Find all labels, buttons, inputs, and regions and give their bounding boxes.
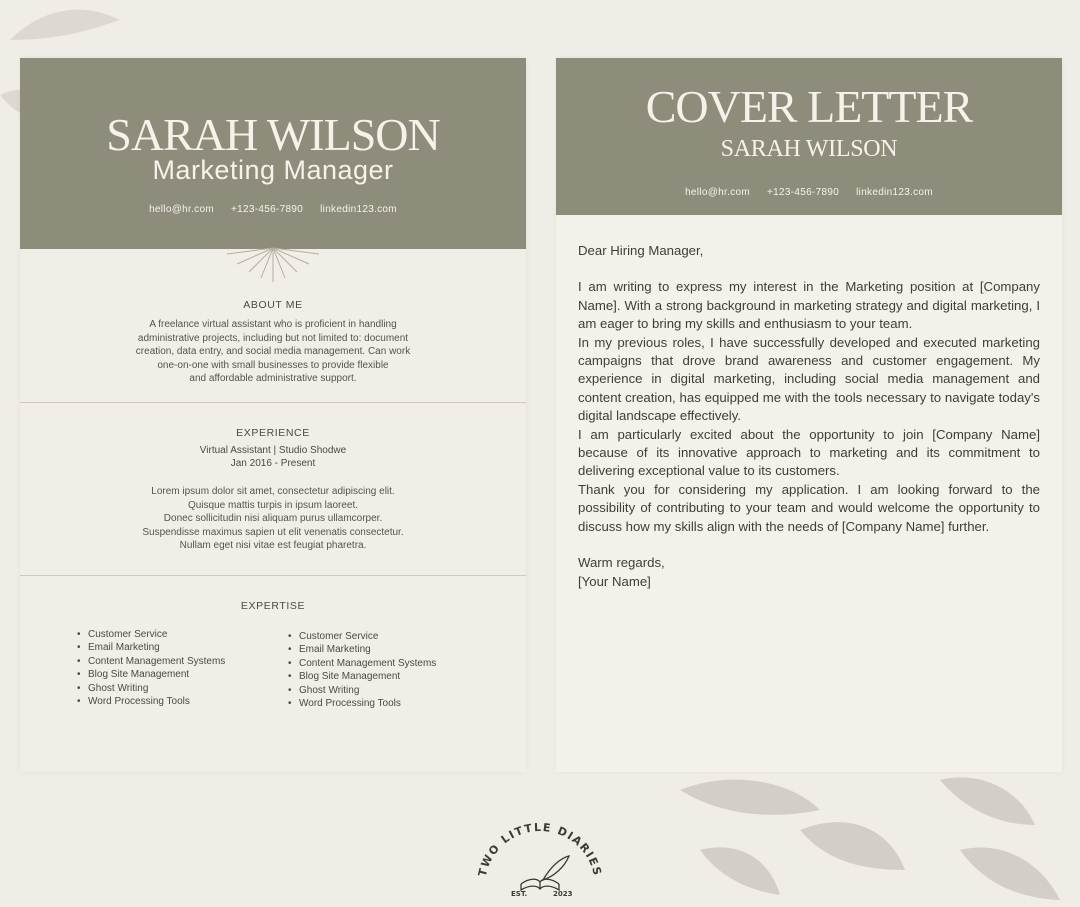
section-divider bbox=[20, 575, 526, 576]
open-book-quill-icon bbox=[471, 822, 609, 902]
experience-line: Nullam eget nisi vitae est feugiat pharetra. bbox=[179, 540, 367, 551]
experience-text bbox=[80, 485, 466, 553]
resume-name: SARAH WILSON bbox=[106, 109, 440, 160]
list-item: • Customer Service bbox=[88, 628, 225, 641]
experience-title: EXPERIENCE bbox=[236, 427, 310, 439]
experience-position: Virtual Assistant | Studio Shodwe bbox=[199, 445, 347, 456]
expertise-list-right bbox=[287, 630, 436, 710]
expertise-title: EXPERTISE bbox=[240, 600, 306, 612]
cover-contacts bbox=[556, 187, 1062, 198]
list-item: • Ghost Writing bbox=[88, 682, 225, 695]
svg-text:TWO LITTLE DIARIES bbox=[476, 822, 604, 878]
cover-linkedin: linkedin123.com bbox=[856, 187, 933, 198]
cover-header bbox=[556, 58, 1062, 215]
letter-paragraph: Thank you for considering my application. I am looking forward to the possibility of contributing to your team and would welcome the opportunity to discuss how my skills align with the needs of [Company Name] further. bbox=[578, 481, 1040, 534]
list-item: • Word Processing Tools bbox=[88, 695, 225, 708]
leaf-shadow-bottom-right bbox=[640, 770, 1080, 905]
experience-dates: Jan 2016 - Present bbox=[230, 458, 316, 469]
experience-line: Quisque mattis turpis in ipsum laoreet. bbox=[187, 499, 359, 511]
resume-linkedin: linkedin123.com bbox=[320, 204, 397, 215]
resume-contacts bbox=[20, 204, 526, 215]
cover-phone: +123-456-7890 bbox=[767, 187, 840, 198]
cover-title: COVER LETTER bbox=[645, 81, 973, 132]
cover-email: hello@hr.com bbox=[685, 187, 750, 198]
salutation: Dear Hiring Manager, bbox=[578, 243, 704, 258]
list-item: • Blog Site Management bbox=[299, 670, 436, 683]
letter-paragraph: I am writing to express my interest in the Marketing position at [Company Name]. With a strong background in marketing strategy and digital marketing, I am eager to bring my skills and enthusiasm to your team. bbox=[578, 279, 1040, 332]
cover-letter-page bbox=[556, 58, 1062, 772]
letter-body bbox=[578, 242, 1040, 591]
resume-phone: +123-456-7890 bbox=[231, 204, 304, 215]
list-item: • Content Management Systems bbox=[299, 657, 436, 670]
letter-paragraph: In my previous roles, I have successfully developed and executed marketing campaigns that drove brand awareness and customer engagement. My experience in digital marketing, including social media management and content creation, has equipped me with the tools necessary to navigate today's digital landscape effectively. bbox=[578, 334, 1040, 424]
resume-page bbox=[20, 58, 526, 772]
about-line: creation, data entry, and social media management. Can work bbox=[135, 346, 411, 357]
list-item: • Email Marketing bbox=[299, 643, 436, 656]
letter-paragraph: I am particularly excited about the opportunity to join [Company Name] because of its innovative approach to marketing and its commitment to delivering exceptional value to its customers. bbox=[578, 426, 1040, 479]
about-title: ABOUT ME bbox=[243, 299, 303, 311]
resume-header bbox=[20, 58, 526, 249]
experience-line: Lorem ipsum dolor sit amet, consectetur adipiscing elit. bbox=[151, 486, 395, 497]
experience-line: Donec sollicitudin nisi aliquam purus ullamcorper. bbox=[163, 513, 383, 524]
about-text bbox=[100, 318, 446, 386]
about-line: one-on-one with small businesses to provide flexible bbox=[157, 359, 389, 371]
list-item: • Word Processing Tools bbox=[299, 697, 436, 710]
list-item: • Ghost Writing bbox=[299, 684, 436, 697]
list-item: • Email Marketing bbox=[88, 641, 225, 654]
about-line: administrative projects, including but not limited to: document bbox=[137, 332, 409, 344]
logo-est: EST. bbox=[511, 890, 528, 898]
signature: [Your Name] bbox=[578, 573, 651, 589]
about-line: and affordable administrative support. bbox=[189, 373, 357, 384]
list-item: • Customer Service bbox=[299, 630, 436, 643]
sunburst-icon bbox=[221, 244, 325, 284]
list-item: • Content Management Systems bbox=[88, 655, 225, 668]
closing: Warm regards, bbox=[578, 555, 665, 571]
expertise-list-left bbox=[76, 628, 225, 708]
brand-logo bbox=[471, 822, 609, 902]
cover-name: SARAH WILSON bbox=[720, 136, 898, 162]
logo-brand-text: TWO LITTLE DIARIES bbox=[475, 822, 605, 878]
resume-email: hello@hr.com bbox=[149, 204, 214, 215]
about-line: A freelance virtual assistant who is proficient in handling bbox=[149, 319, 397, 330]
resume-role: Marketing Manager bbox=[152, 155, 394, 185]
experience-line: Suspendisse maximus sapien ut elit venenatis consectetur. bbox=[142, 526, 404, 538]
list-item: • Blog Site Management bbox=[88, 668, 225, 681]
section-divider bbox=[20, 402, 526, 403]
logo-year: 2023 bbox=[553, 890, 573, 898]
